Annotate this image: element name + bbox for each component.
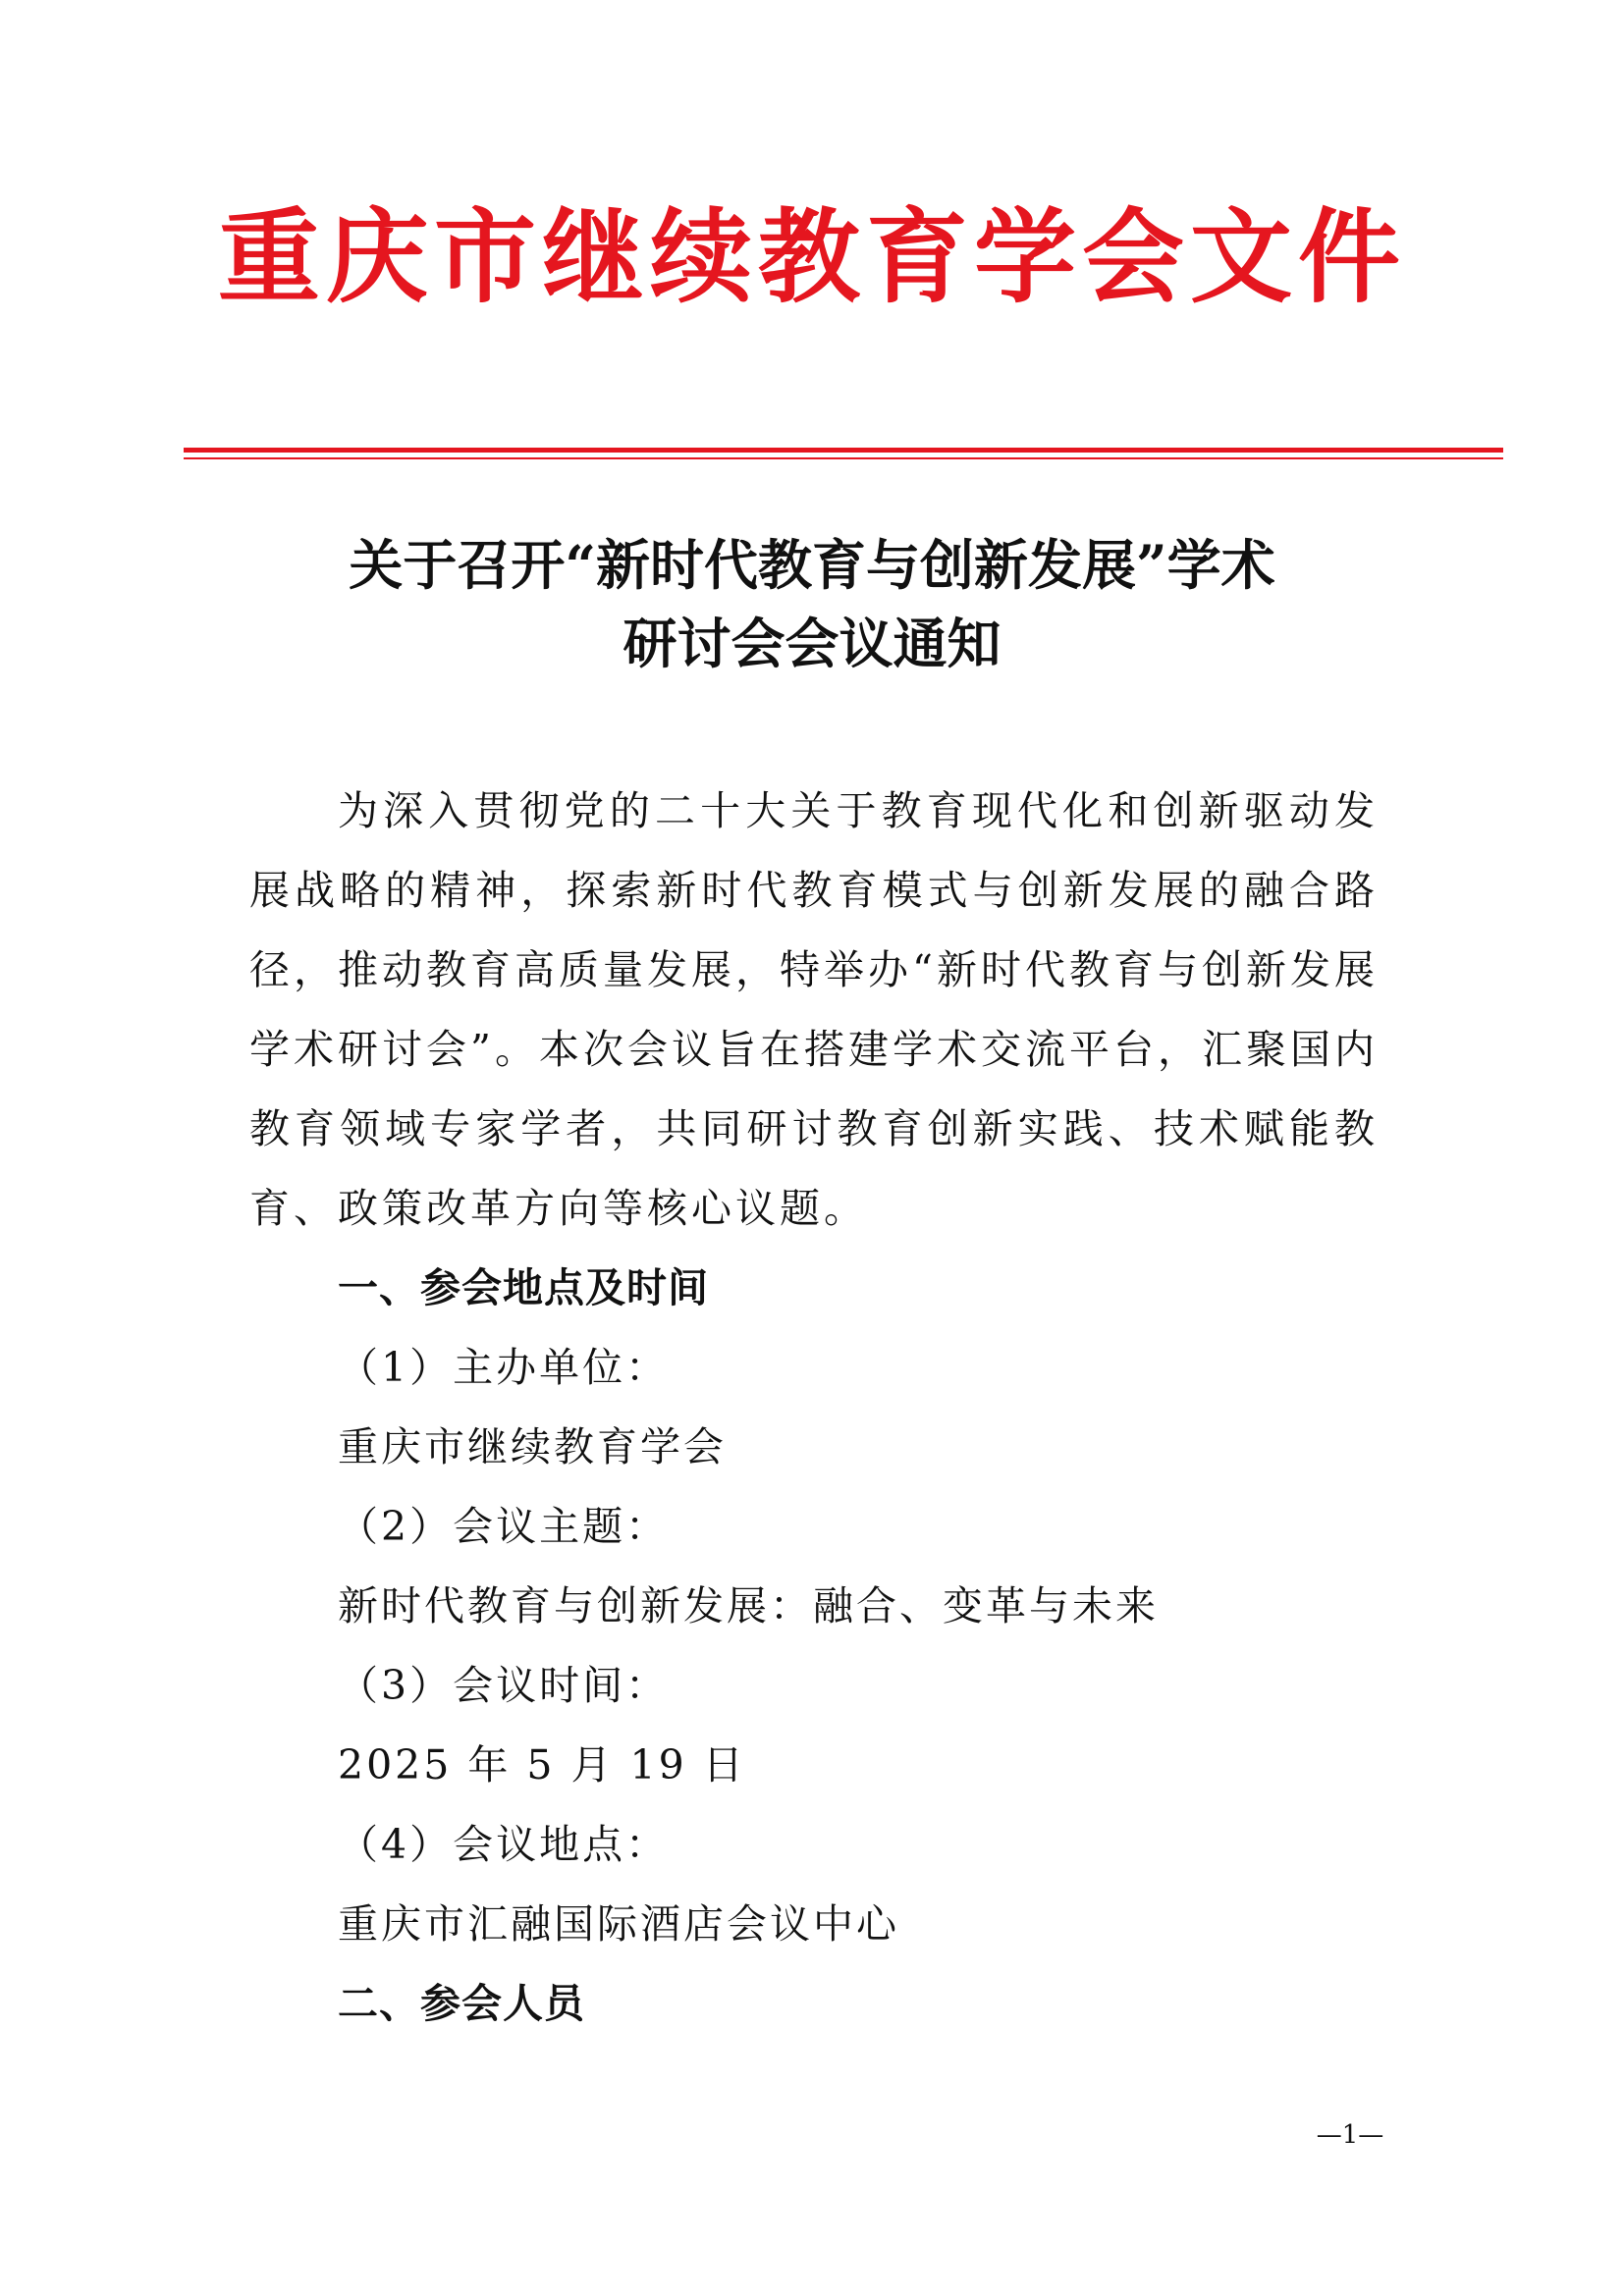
document-body [249,772,1379,2044]
item-value-theme: 新时代教育与创新发展：融合、变革与未来 [338,1582,1159,1629]
intro-paragraph: 为深入贯彻党的二十大关于教育现代化和创新驱动发展战略的精神，探索新时代教育模式与创新发展的融合路径，推动教育高质量发展，特举办“新时代教育与创新发展学术研讨会”。本次会议旨在搭建学术交流平台，汇聚国内教育领域专家学者，共同研讨教育创新实践、技术赋能教育、政策改革方向等核心议题。 [249,787,1379,1232]
item-label-date: （3）会议时间： [338,1662,670,1709]
header-divider-thin [184,457,1503,459]
issuing-authority-header: 重庆市继续教育学会文件 [217,196,1406,317]
item-label-theme: （2）会议主题： [338,1503,670,1550]
item-value-location: 重庆市汇融国际酒店会议中心 [338,1900,899,1948]
document-title-line-2: 研讨会会议通知 [623,612,1001,675]
item-label-organizer: （1）主办单位： [338,1344,670,1391]
section-heading-attendees: 二、参会人员 [338,1980,585,2027]
page-number: —1— [1316,2120,1384,2150]
document-title [0,526,1624,683]
header-divider-thick [184,448,1503,453]
item-value-organizer: 重庆市继续教育学会 [338,1423,727,1470]
section-heading-venue-time: 一、参会地点及时间 [338,1264,709,1311]
document-title-line-1: 关于召开“新时代教育与创新发展”学术 [349,533,1275,597]
item-label-location: （4）会议地点： [338,1821,670,1868]
item-value-date: 2025 年 5 月 19 日 [338,1741,746,1789]
